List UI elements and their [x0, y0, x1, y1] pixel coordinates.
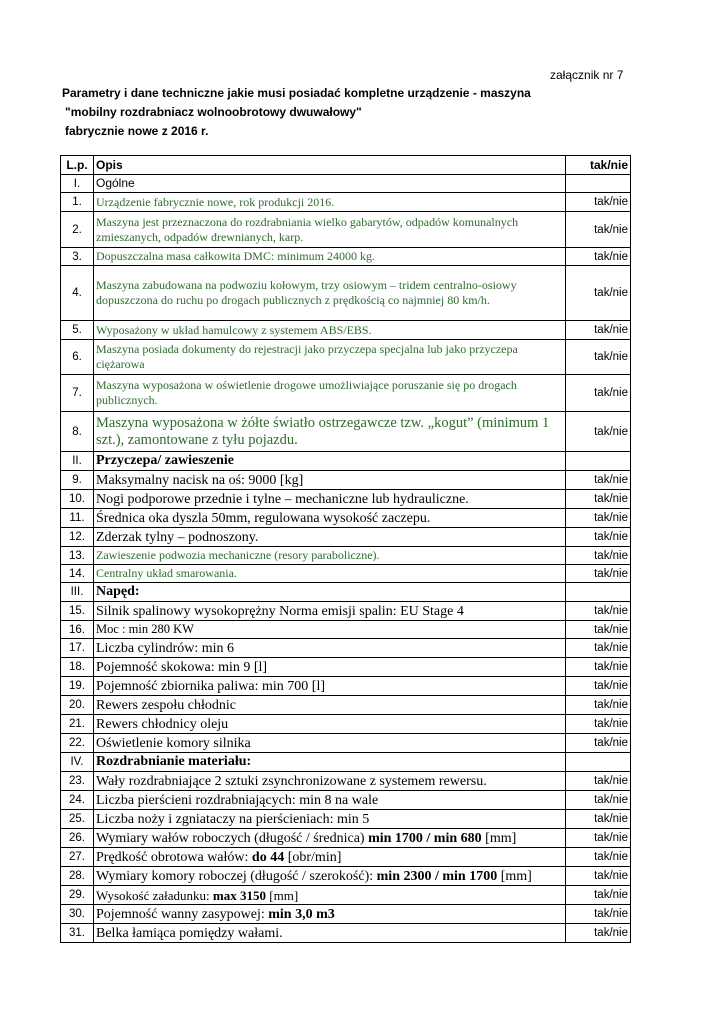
row-lp: 10.: [61, 490, 94, 509]
row-taknie: tak/nie: [566, 340, 631, 375]
table-row: [61, 677, 631, 696]
table-row: [61, 248, 631, 266]
row-taknie: tak/nie: [566, 375, 631, 412]
row-opis: Wyposażony w układ hamulcowy z systemem ABS/EBS.: [94, 321, 566, 340]
row-lp: IV.: [61, 753, 94, 772]
row-opis: [94, 867, 566, 886]
row-opis: Maksymalny nacisk na oś: 9000 [kg]: [94, 471, 566, 490]
table-header-row: [61, 156, 631, 175]
row-lp: I.: [61, 175, 94, 193]
row-opis: Średnica oka dyszla 50mm, regulowana wysokość zaczepu.: [94, 509, 566, 528]
table-row: [61, 602, 631, 621]
table-row: [61, 715, 631, 734]
header-opis: Opis: [94, 156, 566, 175]
row-opis: Pojemność zbiornika paliwa: min 700 [l]: [94, 677, 566, 696]
row-taknie: tak/nie: [566, 810, 631, 829]
opis-text: Pojemność wanny zasypowej:: [96, 906, 269, 922]
heading-line-1: Parametry i dane techniczne jakie musi posiadać kompletne urządzenie - maszyna: [62, 86, 531, 100]
opis-value: do 44: [251, 849, 285, 865]
row-lp: 3.: [61, 248, 94, 266]
table-row: [61, 621, 631, 639]
section-title: Napęd:: [94, 583, 566, 602]
opis-value: min 1700 / min 680: [368, 830, 482, 846]
row-lp: 22.: [61, 734, 94, 753]
row-lp: 21.: [61, 715, 94, 734]
row-opis: Liczba cylindrów: min 6: [94, 639, 566, 658]
specification-table: [60, 155, 631, 943]
row-taknie: tak/nie: [566, 528, 631, 547]
table-row: [61, 471, 631, 490]
row-opis: Dopuszczalna masa całkowita DMC: minimum 24000 kg.: [94, 248, 566, 266]
table-row: [61, 886, 631, 905]
row-taknie: [566, 452, 631, 471]
row-opis: Oświetlenie komory silnika: [94, 734, 566, 753]
row-lp: 19.: [61, 677, 94, 696]
opis-value: min 2300 / min 1700: [376, 868, 498, 884]
header-lp: L.p.: [61, 156, 94, 175]
row-lp: 14.: [61, 565, 94, 583]
section-row: [61, 452, 631, 471]
table-row: [61, 212, 631, 248]
row-lp: 5.: [61, 321, 94, 340]
row-opis: Centralny układ smarowania.: [94, 565, 566, 583]
table-row: [61, 565, 631, 583]
row-taknie: tak/nie: [566, 602, 631, 621]
row-opis: Zawieszenie podwozia mechaniczne (resory paraboliczne).: [94, 547, 566, 565]
row-taknie: tak/nie: [566, 924, 631, 943]
table-row: [61, 905, 631, 924]
table-row: [61, 734, 631, 753]
row-taknie: tak/nie: [566, 509, 631, 528]
row-taknie: tak/nie: [566, 412, 631, 452]
row-taknie: tak/nie: [566, 715, 631, 734]
row-taknie: tak/nie: [566, 886, 631, 905]
row-opis: Maszyna posiada dokumenty do rejestracji jako przyczepa specjalna lub jako przyczepa ciężarowa: [94, 340, 566, 375]
row-opis: Maszyna jest przeznaczona do rozdrabniania wielko gabarytów, odpadów komunalnych zmieszanych, odpadów drewnianych, karp.: [94, 212, 566, 248]
section-title: Przyczepa/ zawieszenie: [94, 452, 566, 471]
row-lp: II.: [61, 452, 94, 471]
row-lp: 29.: [61, 886, 94, 905]
opis-unit: [mm]: [497, 868, 532, 884]
row-taknie: tak/nie: [566, 193, 631, 212]
document-heading: [62, 84, 531, 141]
row-opis: Wały rozdrabniające 2 sztuki zsynchronizowane z systemem rewersu.: [94, 772, 566, 791]
table-row: [61, 375, 631, 412]
opis-text: Prędkość obrotowa wałów:: [96, 849, 252, 865]
row-taknie: tak/nie: [566, 266, 631, 321]
row-taknie: [566, 583, 631, 602]
heading-line-3: fabrycznie nowe z 2016 r.: [65, 124, 209, 138]
row-opis: Rewers zespołu chłodnic: [94, 696, 566, 715]
table-row: [61, 696, 631, 715]
row-lp: 1.: [61, 193, 94, 212]
row-opis: Liczba pierścieni rozdrabniających: min 8 na wale: [94, 791, 566, 810]
row-taknie: tak/nie: [566, 905, 631, 924]
table-row: [61, 772, 631, 791]
section-row: [61, 753, 631, 772]
row-taknie: tak/nie: [566, 772, 631, 791]
row-lp: 27.: [61, 848, 94, 867]
table-row: [61, 924, 631, 943]
row-opis: Rewers chłodnicy oleju: [94, 715, 566, 734]
row-lp: 23.: [61, 772, 94, 791]
table-row: [61, 321, 631, 340]
table-row: [61, 266, 631, 321]
row-opis: Ogólne: [94, 175, 566, 193]
row-taknie: tak/nie: [566, 565, 631, 583]
opis-text: Wysokość załadunku:: [96, 887, 213, 903]
row-taknie: tak/nie: [566, 471, 631, 490]
row-lp: 11.: [61, 509, 94, 528]
row-opis: Urządzenie fabrycznie nowe, rok produkcji 2016.: [94, 193, 566, 212]
header-taknie: tak/nie: [566, 156, 631, 175]
row-lp: 18.: [61, 658, 94, 677]
row-opis: Nogi podporowe przednie i tylne – mechaniczne lub hydrauliczne.: [94, 490, 566, 509]
annex-label: załącznik nr 7: [550, 68, 624, 82]
row-opis: Maszyna wyposażona w żółte światło ostrzegawcze tzw. „kogut” (minimum 1 szt.), zamontowane z tyłu pojazdu.: [94, 412, 566, 452]
row-taknie: tak/nie: [566, 248, 631, 266]
row-lp: 6.: [61, 340, 94, 375]
row-taknie: tak/nie: [566, 212, 631, 248]
row-opis: Silnik spalinowy wysokoprężny Norma emisji spalin: EU Stage 4: [94, 602, 566, 621]
table-row: [61, 658, 631, 677]
row-opis: Pojemność skokowa: min 9 [l]: [94, 658, 566, 677]
row-lp: 20.: [61, 696, 94, 715]
table-row: [61, 791, 631, 810]
row-opis: [94, 905, 566, 924]
row-opis: [94, 848, 566, 867]
row-lp: 12.: [61, 528, 94, 547]
opis-unit: [mm]: [266, 887, 299, 903]
opis-unit: [mm]: [481, 830, 517, 846]
row-taknie: tak/nie: [566, 490, 631, 509]
table-row: [61, 490, 631, 509]
table-row: [61, 509, 631, 528]
row-lp: 17.: [61, 639, 94, 658]
table-row: [61, 340, 631, 375]
row-taknie: tak/nie: [566, 321, 631, 340]
row-opis: Moc : min 280 KW: [94, 621, 566, 639]
table-row: [61, 867, 631, 886]
row-lp: 28.: [61, 867, 94, 886]
section-row: [61, 583, 631, 602]
row-lp: 7.: [61, 375, 94, 412]
opis-text: Wymiary komory roboczej (długość / szerokość):: [96, 868, 377, 884]
table-row: [61, 193, 631, 212]
row-lp: 4.: [61, 266, 94, 321]
table-row: [61, 829, 631, 848]
row-taknie: tak/nie: [566, 829, 631, 848]
row-taknie: tak/nie: [566, 621, 631, 639]
row-taknie: tak/nie: [566, 791, 631, 810]
heading-line-2: "mobilny rozdrabniacz wolnoobrotowy dwuwałowy": [65, 105, 362, 119]
row-lp: 9.: [61, 471, 94, 490]
row-opis: Zderzak tylny – podnoszony.: [94, 528, 566, 547]
row-taknie: tak/nie: [566, 639, 631, 658]
row-lp: 15.: [61, 602, 94, 621]
row-lp: III.: [61, 583, 94, 602]
table-row: [61, 848, 631, 867]
row-lp: 25.: [61, 810, 94, 829]
row-lp: 13.: [61, 547, 94, 565]
row-lp: 8.: [61, 412, 94, 452]
row-lp: 30.: [61, 905, 94, 924]
row-opis: Maszyna wyposażona w oświetlenie drogowe umożliwiające poruszanie się po drogach publicznych.: [94, 375, 566, 412]
table-row: [61, 175, 631, 193]
row-taknie: tak/nie: [566, 658, 631, 677]
row-lp: 26.: [61, 829, 94, 848]
opis-value: min 3,0 m3: [268, 906, 335, 922]
row-taknie: tak/nie: [566, 677, 631, 696]
row-taknie: tak/nie: [566, 867, 631, 886]
opis-text: Wymiary wałów roboczych (długość / średnica): [96, 830, 369, 846]
row-taknie: tak/nie: [566, 734, 631, 753]
opis-unit: [obr/min]: [284, 849, 342, 865]
opis-value: max 3150: [212, 887, 267, 903]
row-taknie: [566, 753, 631, 772]
row-taknie: tak/nie: [566, 696, 631, 715]
table-row: [61, 528, 631, 547]
row-opis: [94, 886, 566, 905]
table-row: [61, 412, 631, 452]
table-row: [61, 639, 631, 658]
row-opis: Liczba noży i zgniataczy na pierścieniach: min 5: [94, 810, 566, 829]
table-row: [61, 810, 631, 829]
row-lp: 31.: [61, 924, 94, 943]
row-lp: 24.: [61, 791, 94, 810]
section-title: Rozdrabnianie materiału:: [94, 753, 566, 772]
row-taknie: tak/nie: [566, 547, 631, 565]
row-opis: Belka łamiąca pomiędzy wałami.: [94, 924, 566, 943]
row-taknie: [566, 175, 631, 193]
table-row: [61, 547, 631, 565]
row-opis: Maszyna zabudowana na podwoziu kołowym, trzy osiowym – tridem centralno-osiowy dopuszczona do ruchu po drogach publicznych z prędkością co najmniej 80 km/h.: [94, 266, 566, 321]
row-opis: [94, 829, 566, 848]
row-taknie: tak/nie: [566, 848, 631, 867]
row-lp: 2.: [61, 212, 94, 248]
row-lp: 16.: [61, 621, 94, 639]
